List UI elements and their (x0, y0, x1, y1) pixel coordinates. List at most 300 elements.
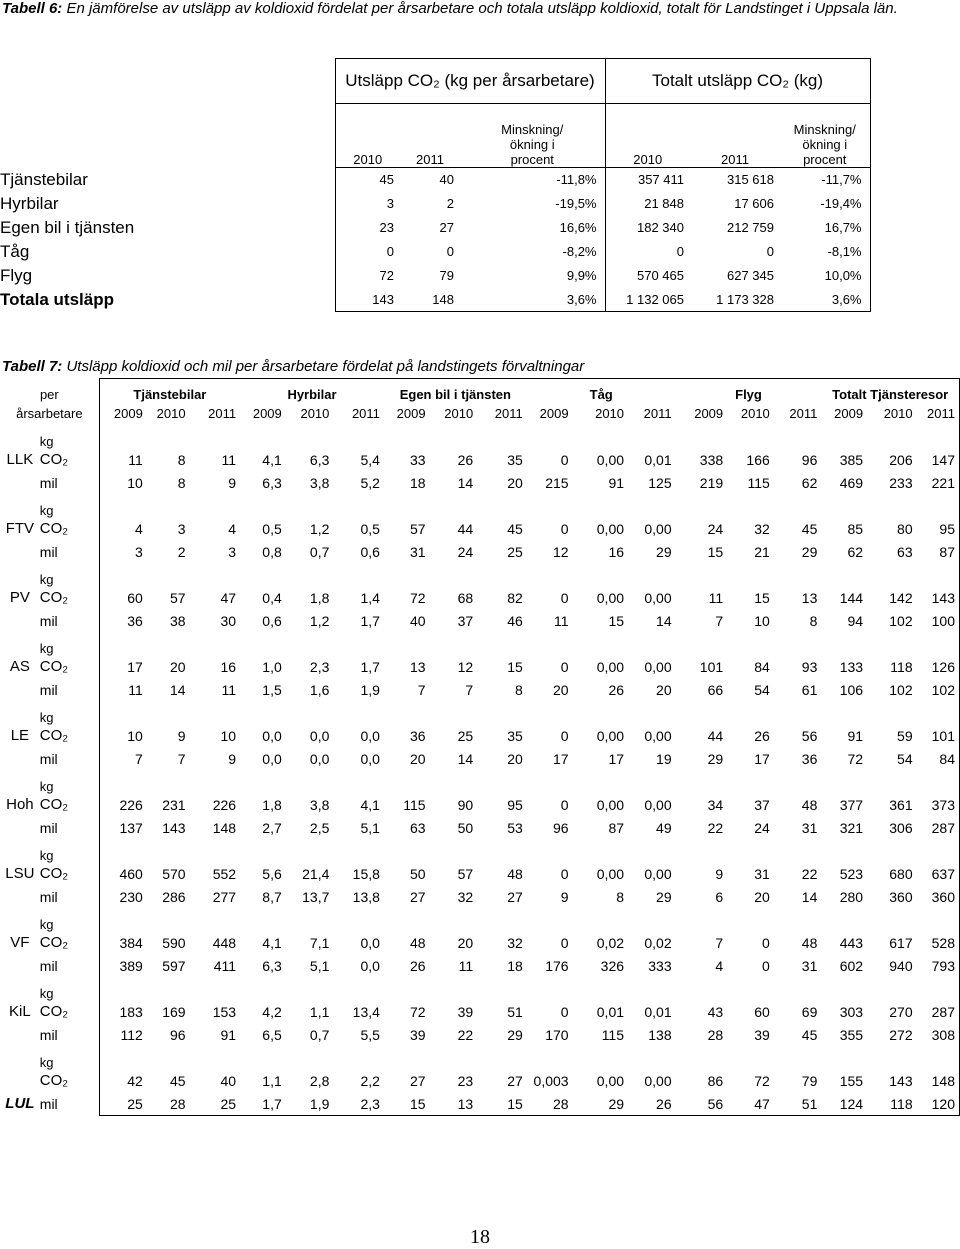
table7-cell: 30 (220, 612, 237, 629)
table7-cell: 12 (553, 543, 569, 560)
table7-cell: 24 (457, 543, 474, 560)
table6-cell: 148 (400, 288, 460, 312)
table7-cell: 56 (676, 1092, 728, 1116)
table7-cell: 215 (545, 474, 569, 491)
table7-cell: 45 (801, 1026, 818, 1043)
table7-cell: 85 (847, 520, 864, 537)
table7-cell: 0,0 (262, 727, 282, 744)
table7-cell: 17 (754, 750, 770, 767)
table7-cell: 24 (754, 819, 770, 836)
table7-cell: 26 (410, 957, 426, 974)
table7-cell: 443 (839, 934, 864, 951)
table7-cell: 12 (457, 658, 474, 675)
table7-cell: 523 (839, 865, 864, 882)
table7-cell: 10 (99, 471, 147, 494)
table7-co2-row (0, 517, 960, 540)
table7-cell: 7 (465, 681, 474, 698)
table6-cell: 3 (335, 192, 400, 216)
table7-cell: 0,0 (360, 934, 380, 951)
table7-cell: 29 (656, 543, 672, 560)
table7-cell: 48 (410, 934, 426, 951)
table7-cell: 9 (228, 750, 237, 767)
table7-cell: 8 (616, 888, 625, 905)
table7-cell: 6,3 (262, 474, 282, 491)
table6-cell: 3,6% (780, 288, 870, 312)
table7-group-header: Egen bil i tjänsten (384, 379, 527, 403)
table7-cell: 15 (507, 658, 523, 675)
table6-cell: -11,8% (460, 168, 605, 192)
table7-cell: 1,7 (360, 612, 380, 629)
table7-cell: 20 (457, 934, 474, 951)
table7-cell: 4 (228, 520, 237, 537)
table7-cell: 176 (545, 957, 569, 974)
table7-cell: 5,2 (360, 474, 380, 491)
table7-mil-row (0, 540, 960, 563)
table7-cell: 25 (457, 727, 474, 744)
table6-cell: 1 173 328 (690, 288, 780, 312)
table7-cell: 6,3 (309, 451, 330, 468)
table7-cell: 31 (801, 957, 818, 974)
table7-cell: 87 (917, 540, 960, 563)
table7-cell: 21 (754, 543, 770, 560)
table7-cell: 20 (656, 681, 672, 698)
table7-mil-label: mil (39, 474, 58, 491)
table7-cell: 360 (889, 888, 913, 905)
table7-unit-name: LE (10, 727, 30, 744)
table7-co2-label: CO₂ (39, 865, 69, 882)
table7-cell: 333 (648, 957, 672, 974)
table7-cell: 72 (754, 1072, 770, 1089)
table7-co2-row (0, 724, 960, 747)
table7-caption (2, 358, 952, 375)
table7-cell: 93 (801, 658, 818, 675)
table7-cell: 373 (917, 793, 960, 816)
table6-cell: 3,6% (460, 288, 605, 312)
table7-group-header: Tåg (527, 379, 676, 403)
table6-cell: -8,2% (460, 240, 605, 264)
table7-cell: 36 (99, 609, 147, 632)
table7-cell: 2 (177, 543, 186, 560)
table7-unit-name: VF (10, 934, 30, 951)
table7-cell: 1,8 (309, 589, 330, 606)
page-number: 18 (470, 1226, 490, 1248)
table6-caption (2, 0, 952, 17)
table7-unit-kg-row (0, 770, 960, 793)
table7-cell: 54 (754, 681, 770, 698)
table7-cell: 2,3 (333, 1092, 384, 1116)
table7-cell: 166 (746, 451, 770, 468)
table7-co2-label: CO₂ (39, 1003, 69, 1020)
table7-cell: 25 (190, 1092, 241, 1116)
table7-year-header: 2011 (208, 406, 237, 421)
table7-cell: 11 (221, 681, 237, 698)
table7-unit-kg-row (0, 1046, 960, 1069)
table7-co2-row (0, 586, 960, 609)
table6-row (0, 168, 870, 192)
table7-co2-label: CO₂ (39, 589, 69, 606)
table7-mil-row (0, 678, 960, 701)
table6-col-2010: 2010 (335, 104, 400, 168)
table7-cell: 37 (457, 612, 474, 629)
table7-cell: 0 (761, 934, 770, 951)
table7-cell: 96 (553, 819, 569, 836)
table7-year-header: 2010 (300, 406, 330, 421)
table7-cell: 91 (847, 727, 864, 744)
table7-cell: 133 (839, 658, 864, 675)
table7-cell: 21,4 (302, 865, 330, 882)
table7-cell: 590 (162, 934, 186, 951)
table7-cell: 26 (608, 681, 625, 698)
table7-cell: 26 (628, 1092, 676, 1116)
table7-cell: 793 (917, 954, 960, 977)
table7-year-header: 2010 (595, 406, 625, 421)
table7-cell: 0,01 (644, 1003, 672, 1020)
table7-cell: 0,8 (262, 543, 282, 560)
table7-cell: 0 (560, 589, 569, 606)
table7-cell: 11 (221, 451, 237, 468)
table7-kg-label: kg (39, 572, 54, 587)
table7-cell: 0 (560, 727, 569, 744)
table7-cell: 0 (560, 451, 569, 468)
table7-co2-row (0, 793, 960, 816)
table6-cell: 2 (446, 196, 454, 211)
table7-cell: 0,01 (596, 1003, 625, 1020)
table7-cell: 11 (458, 957, 474, 974)
table7-cell: 15 (477, 1092, 527, 1116)
table7-cell: 96 (801, 451, 818, 468)
table7-cell: 14 (656, 612, 672, 629)
table6-row (0, 288, 870, 312)
table7-cell: 39 (754, 1026, 770, 1043)
table7-cell: 22 (801, 865, 818, 882)
table7-cell: 143 (889, 1072, 913, 1089)
table7-group-header: Hyrbilar (240, 379, 384, 403)
table7-cell: 280 (839, 888, 864, 905)
table7-cell: 148 (212, 819, 237, 836)
table7-unit-kg-row (0, 494, 960, 517)
table7-cell: 0,00 (596, 589, 625, 606)
table7-cell: 28 (147, 1092, 190, 1116)
table6-row (0, 240, 870, 264)
table6-row-label: Egen bil i tjänsten (0, 217, 135, 237)
table7-cell: 0,00 (596, 727, 625, 744)
table7-cell: 0,00 (644, 865, 672, 882)
table7-cell: 84 (917, 747, 960, 770)
table7-cell: 36 (410, 727, 426, 744)
table7-cell: 0 (560, 934, 569, 951)
table7-cell: 2,3 (309, 658, 330, 675)
table6-cell: 212 759 (727, 220, 774, 235)
table7-cell: 45 (169, 1072, 186, 1089)
table7-kg-label: kg (39, 848, 54, 863)
table7-cell: 15 (754, 589, 770, 606)
table7-cell: 5,4 (360, 451, 380, 468)
table7-cell: 3,8 (309, 474, 330, 491)
table7-cell: 321 (839, 819, 864, 836)
table7-mil-row (0, 885, 960, 908)
table7-cell: 6,3 (262, 957, 282, 974)
table7-co2-label: CO₂ (39, 727, 69, 744)
table7-cell: 42 (99, 1069, 147, 1092)
table7-cell: 7 (715, 612, 724, 629)
table7-cell: 102 (889, 681, 913, 698)
table7-cell: 2,5 (309, 819, 330, 836)
table7-cell: 82 (507, 589, 523, 606)
table6-col-2011: 2011 (400, 104, 460, 168)
table7-cell: 0,02 (644, 934, 672, 951)
table7-cell: 306 (889, 819, 913, 836)
table7-cell: 120 (917, 1092, 960, 1116)
table7-cell: 29 (801, 543, 818, 560)
table7 (0, 378, 960, 1116)
table7-cell: 0,02 (596, 934, 625, 951)
table7-cell: 303 (839, 1003, 864, 1020)
table7-cell: 680 (889, 865, 913, 882)
table6-cell: 45 (335, 168, 400, 192)
table7-cell: 0,00 (596, 658, 625, 675)
table7-group-row (0, 379, 960, 403)
table7-co2-row (0, 931, 960, 954)
table6-row (0, 264, 870, 288)
table7-cell: 20 (410, 750, 426, 767)
table7-cell: 29 (707, 750, 724, 767)
table7-cell: 72 (847, 750, 864, 767)
table7-cell: 0 (761, 957, 770, 974)
table7-cell: 48 (801, 796, 818, 813)
table6-cell: -19,4% (780, 192, 870, 216)
table6-cell: 21 848 (644, 196, 684, 211)
table7-cell: 48 (507, 865, 523, 882)
table7-cell: 385 (839, 451, 864, 468)
table7-cell: 35 (507, 727, 523, 744)
table7-cell: 18 (507, 957, 523, 974)
table7-cell: 3 (177, 520, 186, 537)
table7-cell: 32 (754, 520, 770, 537)
table7-cell: 11 (99, 678, 147, 701)
table7-cell: 326 (600, 957, 625, 974)
table7-cell: 20 (507, 750, 523, 767)
table7-cell: 40 (220, 1072, 237, 1089)
table7-cell: 637 (917, 862, 960, 885)
table7-cell: 0 (560, 520, 569, 537)
table7-cell: 4,1 (262, 451, 282, 468)
table6 (0, 58, 871, 312)
table6-cell: 315 618 (690, 168, 780, 192)
table7-cell: 0,0 (360, 750, 380, 767)
table7-cell: 10 (220, 727, 237, 744)
table7-unit-name: LLK (6, 451, 34, 468)
table7-cell: 384 (99, 931, 147, 954)
table7-cell: 5,5 (360, 1026, 380, 1043)
table6-caption-label: Tabell 6: (2, 0, 63, 17)
table7-cell: 39 (410, 1026, 426, 1043)
table7-cell: 7 (417, 681, 426, 698)
table7-cell: 100 (917, 609, 960, 632)
table7-unit-name: AS (9, 658, 30, 675)
table7-cell: 4,1 (360, 796, 380, 813)
table7-cell: 115 (747, 474, 770, 491)
table7-cell: 28 (707, 1026, 724, 1043)
table7-cell: 1,2 (309, 612, 330, 629)
table7-cell: 6 (715, 888, 724, 905)
table7-year-header: 2009 (694, 406, 724, 421)
table7-cell: 8,7 (262, 888, 282, 905)
table7-cell: 79 (801, 1072, 818, 1089)
table7-cell: 31 (801, 819, 818, 836)
table7-kg-label: kg (39, 1055, 54, 1070)
table7-cell: 1,5 (262, 681, 282, 698)
table7-cell: 60 (99, 586, 147, 609)
table7-cell: 45 (507, 520, 523, 537)
table7-cell: 14 (457, 750, 474, 767)
table7-cell: 338 (699, 451, 724, 468)
table7-cell: 1,1 (262, 1072, 282, 1089)
table6-cell: 182 340 (637, 220, 684, 235)
table7-year-header: 2009 (99, 402, 147, 425)
table7-unit-name: KiL (9, 1003, 31, 1020)
table7-cell: 0,0 (360, 957, 380, 974)
table7-cell: 9 (228, 474, 237, 491)
table7-unit-kg-row (0, 632, 960, 655)
table7-cell: 13,4 (352, 1003, 380, 1020)
table7-unit-kg-row (0, 839, 960, 862)
table7-co2-row (0, 655, 960, 678)
table7-mil-row (0, 609, 960, 632)
table7-cell: 287 (917, 816, 960, 839)
table7-unit-name: FTV (5, 520, 35, 537)
table6-cell: 1 132 065 (605, 288, 690, 312)
table6-group1: Utsläpp CO₂ (kg per årsarbetare) (335, 59, 605, 104)
table7-cell: 80 (897, 520, 913, 537)
table7-cell: 91 (608, 474, 625, 491)
table7-cell: 0,00 (644, 658, 672, 675)
table7-year-header: 2010 (444, 406, 474, 421)
table7-cell: 27 (410, 1072, 426, 1089)
table6-cell: 0 (335, 240, 400, 264)
table7-cell: 4,1 (262, 934, 282, 951)
table7-kg-label: kg (39, 917, 54, 932)
table7-cell: 51 (507, 1003, 523, 1020)
table7-cell: 411 (213, 957, 237, 974)
table7-mil-row (0, 471, 960, 494)
table7-co2-label: CO₂ (39, 934, 69, 951)
table7-cell: 9 (715, 865, 724, 882)
table7-cell: 62 (847, 543, 864, 560)
table7-cell: 287 (917, 1000, 960, 1023)
table7-cell: 4 (715, 957, 724, 974)
table7-year-header: 2011 (494, 406, 523, 421)
table7-cell: 13 (410, 658, 426, 675)
table7-cell: 13,8 (352, 888, 380, 905)
table7-cell: 3 (228, 543, 237, 560)
table7-cell: 1,9 (360, 681, 380, 698)
table7-mil-label: mil (39, 888, 58, 905)
table7-cell: 183 (99, 1000, 147, 1023)
table7-cell: 5,1 (309, 957, 330, 974)
table7-cell: 50 (410, 865, 426, 882)
table7-cell: 102 (917, 678, 960, 701)
table7-cell: 0 (560, 1003, 569, 1020)
table7-cell: 47 (220, 589, 237, 606)
table7-cell: 48 (801, 934, 818, 951)
table7-mil-row (0, 747, 960, 770)
table7-cell: 0,003 (533, 1072, 569, 1089)
table6-cell: -8,1% (780, 240, 870, 264)
table7-cell: 7 (715, 934, 724, 951)
table6-cell: 10,0% (780, 264, 870, 288)
table7-cell: 14 (169, 681, 186, 698)
table7-cell: 360 (917, 885, 960, 908)
table7-cell: 29 (656, 888, 672, 905)
table7-cell: 68 (457, 589, 474, 606)
table7-cell: 355 (839, 1026, 864, 1043)
table7-co2-label: CO₂ (39, 1072, 69, 1089)
table6-cell: 23 (335, 216, 400, 240)
table7-cell: 230 (99, 885, 147, 908)
table7-cell: 115 (403, 796, 426, 813)
table7-cell: 29 (507, 1026, 523, 1043)
table7-cell: 10 (99, 724, 147, 747)
table7-cell: 0,6 (360, 543, 380, 560)
table7-cell: 3,8 (309, 796, 330, 813)
table7-mil-label: mil (39, 1026, 58, 1043)
table7-cell: 1,4 (360, 589, 380, 606)
table7-cell: 148 (917, 1069, 960, 1092)
table7-cell: 0,7 (309, 543, 330, 560)
table7-cell: 2,8 (309, 1072, 330, 1089)
table7-kg-label: kg (39, 986, 54, 1001)
table7-cell: 155 (839, 1072, 864, 1089)
table7-cell: 91 (220, 1026, 237, 1043)
table7-cell: 1,9 (286, 1092, 334, 1116)
table7-cell: 1,1 (309, 1003, 330, 1020)
table7-cell: 60 (754, 1003, 770, 1020)
table7-cell: 69 (801, 1003, 818, 1020)
table6-row-label: Tjänstebilar (0, 169, 88, 189)
table7-cell: 44 (707, 727, 724, 744)
table7-cell: 1,0 (262, 658, 282, 675)
table7-cell: 56 (801, 727, 818, 744)
table7-cell: 0,0 (309, 727, 330, 744)
table7-cell: 101 (699, 658, 724, 675)
table7-cell: 106 (839, 681, 864, 698)
table7-cell: 126 (917, 655, 960, 678)
table7-cell: 20 (169, 658, 186, 675)
table7-cell: 286 (162, 888, 186, 905)
table7-cell: 33 (410, 451, 426, 468)
table7-cell: 138 (648, 1026, 672, 1043)
table7-cell: 32 (457, 888, 474, 905)
table7-cell: 272 (889, 1026, 913, 1043)
table7-cell: 66 (707, 681, 724, 698)
table7-cell: 10 (754, 612, 770, 629)
table7-unit-name: PV (9, 589, 30, 606)
table7-co2-label: CO₂ (39, 451, 69, 468)
table7-cell: 94 (847, 612, 864, 629)
table6-col-change2: Minskning/ ökning i procent (780, 104, 870, 168)
table7-cell: 9 (177, 727, 186, 744)
table7-cell: 137 (99, 816, 147, 839)
table7-cell: 15 (384, 1092, 430, 1116)
table7-cell: 7,1 (309, 934, 330, 951)
table7-cell: 0,5 (262, 520, 282, 537)
table7-cell: 15 (707, 543, 724, 560)
table7-cell: 0,00 (596, 451, 625, 468)
table7-kg-label: kg (39, 503, 54, 518)
table7-kg-label: kg (39, 434, 54, 449)
table6-cell: 16,6% (460, 216, 605, 240)
table7-cell: 112 (99, 1023, 147, 1046)
